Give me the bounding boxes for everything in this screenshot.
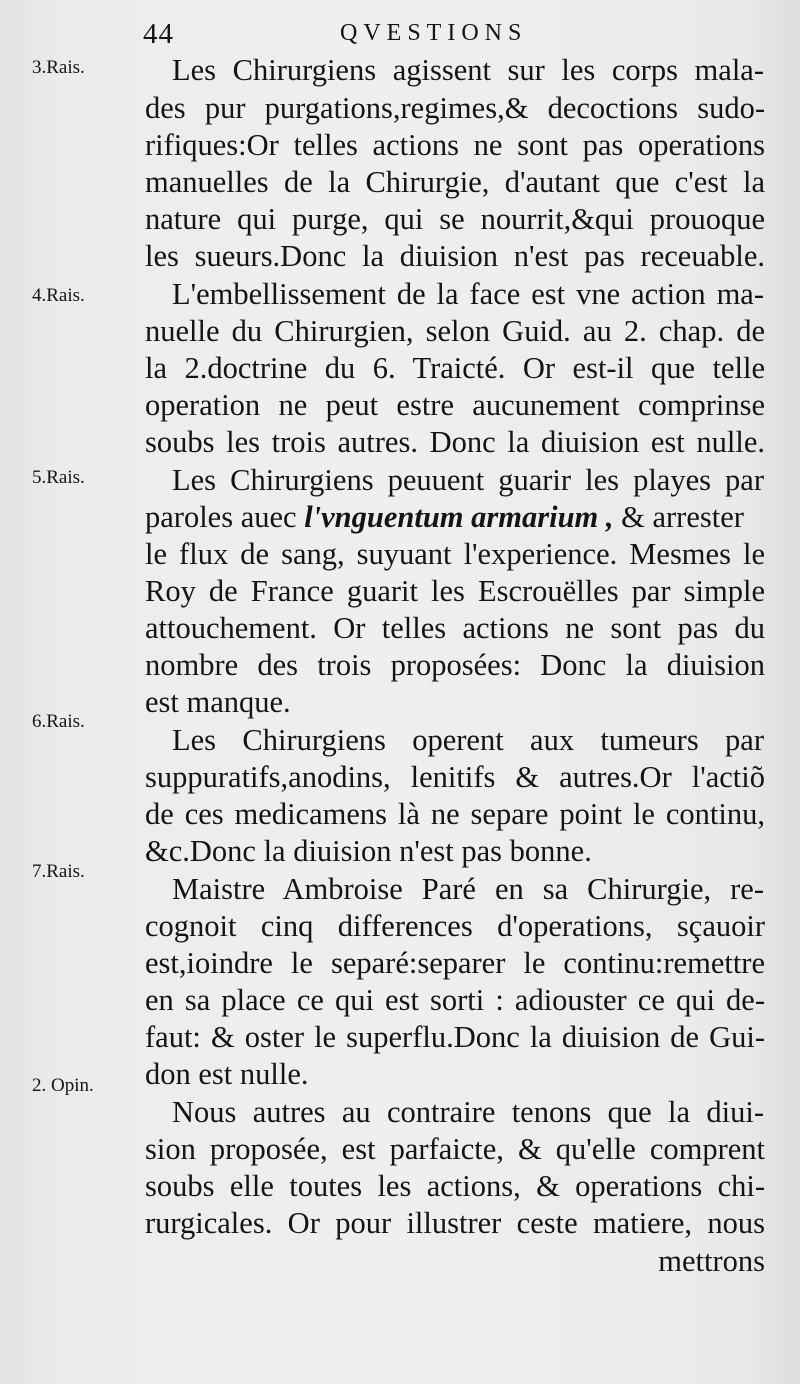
text-line: est manque. [145,685,291,719]
margin-note-3-rais: 3.Rais. [32,57,85,78]
text-line: soubs elle toutes les actions, & operations chi- [145,1169,765,1203]
margin-note-2-opin: 2. Opin. [32,1075,94,1096]
text-line: sion proposée, est parfaicte, & qu'elle comprent [145,1132,765,1166]
running-title: QVESTIONS [340,20,528,46]
text-line: Les Chirurgiens peuuent guarir les playes par [172,463,764,497]
text-line: cognoit cinq differences d'operations, sçauoir [145,909,765,943]
italic-phrase: l'vnguentum armarium , [304,500,614,534]
text-span: & arrester [621,500,744,534]
text-line: &c.Donc la diuision n'est pas bonne. [145,834,592,868]
text-line: la 2.doctrine du 6. Traicté. Or est-il que telle [145,351,765,385]
margin-note-4-rais: 4.Rais. [32,285,85,306]
text-line: les sueurs.Donc la diuision n'est pas receuable. [145,239,765,273]
text-span: paroles auec [145,500,297,534]
text-line: Les Chirurgiens operent aux tumeurs par [172,723,764,757]
text-line: rifiques:Or telles actions ne sont pas operations [145,128,765,162]
text-line: attouchement. Or telles actions ne sont pas du [145,611,765,645]
margin-note-5-rais: 5.Rais. [32,467,85,488]
page-number: 44 [143,18,174,50]
text-line: operation ne peut estre aucunement comprinse [145,388,765,422]
text-line: est,ioindre le separé:separer le continu:remettre [145,946,765,980]
text-line: Maistre Ambroise Paré en sa Chirurgie, re- [172,872,764,906]
text-line-mixed [145,497,765,537]
text-line: don est nulle. [145,1057,309,1091]
text-line: nature qui purge, qui se nourrit,&qui prouoque [145,202,765,236]
catchword: mettrons [658,1244,765,1278]
text-line: faut: & oster le superflu.Donc la diuision de Gui- [145,1020,765,1054]
text-line: de ces medicamens là ne separe point le continu, [145,797,765,831]
margin-note-6-rais: 6.Rais. [32,711,85,732]
text-line: soubs les trois autres. Donc la diuision est nulle. [145,425,765,459]
text-line: en sa place ce qui est sorti : adiouster ce qui de- [145,983,765,1017]
text-line: le flux de sang, suyuant l'experience. Mesmes le [145,537,765,571]
text-line: manuelles de la Chirurgie, d'autant que c'est la [145,165,765,199]
text-line: Roy de France guarit les Escrouëlles par simple [145,574,765,608]
text-line: des pur purgations,regimes,& decoctions sudo- [145,91,765,125]
text-line: Les Chirurgiens agissent sur les corps mala- [172,53,764,87]
text-line: rurgicales. Or pour illustrer ceste matiere, nous [145,1206,765,1240]
text-line: L'embellissement de la face est vne action ma- [172,277,764,311]
margin-note-7-rais: 7.Rais. [32,861,85,882]
text-line: Nous autres au contraire tenons que la diui- [172,1095,764,1129]
text-line: suppuratifs,anodins, lenitifs & autres.Or l'actiõ [145,760,765,794]
text-line: nuelle du Chirurgien, selon Guid. au 2. chap. de [145,314,765,348]
text-line: nombre des trois proposées: Donc la diuision [145,648,765,682]
